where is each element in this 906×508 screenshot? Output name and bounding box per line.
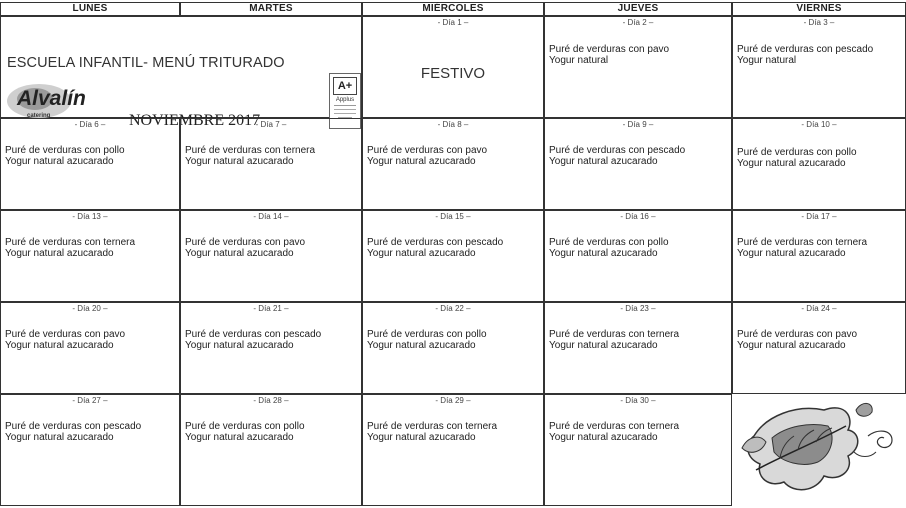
day-label: - Día 1 –: [437, 18, 469, 27]
day-cell: [362, 394, 544, 506]
dish-main: Puré de verduras con pollo: [737, 147, 857, 158]
logo-sub: catering: [27, 113, 51, 119]
day-label: - Día 29 –: [435, 396, 471, 405]
dish-dessert: Yogur natural azucarado: [367, 432, 476, 443]
dish-main: Puré de verduras con pescado: [185, 329, 322, 340]
day-label: - Día 2 –: [622, 18, 654, 27]
dish-main: Puré de verduras con ternera: [367, 421, 498, 432]
dish-dessert: Yogur natural azucarado: [185, 432, 294, 443]
dish-main: Puré de verduras con pollo: [549, 237, 669, 248]
header-jueves: JUEVES: [544, 2, 732, 16]
dish-main: Puré de verduras con pescado: [549, 145, 686, 156]
dish-dessert: Yogur natural azucarado: [737, 248, 846, 259]
day-cell: [0, 118, 180, 210]
dish-main: Puré de verduras con pescado: [737, 44, 874, 55]
dish-main: Puré de verduras con ternera: [5, 237, 136, 248]
dish-dessert: Yogur natural azucarado: [5, 432, 114, 443]
dish-main: Puré de verduras con pescado: [367, 237, 504, 248]
day-label: - Día 9 –: [622, 120, 654, 129]
dish-dessert: Yogur natural: [549, 55, 609, 66]
dish-main: Puré de verduras con pavo: [5, 329, 126, 340]
day-cell: [362, 210, 544, 302]
day-cell: [732, 16, 906, 118]
dish-main: Puré de verduras con pollo: [185, 421, 305, 432]
day-label: - Día 23 –: [620, 304, 656, 313]
day-label: - Día 3 –: [803, 18, 835, 27]
day-cell: [544, 394, 732, 506]
day-label: - Día 21 –: [253, 304, 289, 313]
header-lunes: LUNES: [0, 2, 180, 16]
dish-main: Puré de verduras con pollo: [5, 145, 125, 156]
dish-main: Puré de verduras con ternera: [549, 329, 680, 340]
dish-main: Puré de verduras con pavo: [185, 237, 306, 248]
day-cell: [362, 16, 544, 118]
day-label: - Día 13 –: [72, 212, 108, 221]
day-cell: [732, 302, 906, 394]
day-cell: [0, 210, 180, 302]
day-label: - Día 6 –: [74, 120, 106, 129]
dish-main: Puré de verduras con ternera: [737, 237, 868, 248]
day-label: - Día 10 –: [801, 120, 837, 129]
day-cell: [180, 118, 362, 210]
day-label: - Día 7 –: [255, 120, 287, 129]
dish-dessert: Yogur natural azucarado: [737, 340, 846, 351]
day-label: - Día 16 –: [620, 212, 656, 221]
day-label: - Día 17 –: [801, 212, 837, 221]
dish-main: Puré de verduras con pollo: [367, 329, 487, 340]
day-label: - Día 15 –: [435, 212, 471, 221]
dish-main: Puré de verduras con pescado: [5, 421, 142, 432]
day-cell: [544, 118, 732, 210]
day-label: - Día 30 –: [620, 396, 656, 405]
day-cell: [732, 210, 906, 302]
dish-dessert: Yogur natural azucarado: [5, 340, 114, 351]
day-cell: [732, 118, 906, 210]
dish-dessert: Yogur natural azucarado: [737, 158, 846, 169]
day-cell: [0, 302, 180, 394]
dish-dessert: Yogur natural azucarado: [185, 248, 294, 259]
badge-brand: Applus: [335, 97, 355, 103]
day-label: - Día 8 –: [437, 120, 469, 129]
dish-main: Puré de verduras con pavo: [549, 44, 670, 55]
festivo-label: FESTIVO: [420, 65, 486, 82]
day-cell: [362, 118, 544, 210]
dish-dessert: Yogur natural azucarado: [185, 156, 294, 167]
alvalin-logo: [5, 81, 117, 121]
day-cell: [544, 210, 732, 302]
day-cell: [362, 302, 544, 394]
dish-dessert: Yogur natural azucarado: [549, 156, 658, 167]
dish-dessert: Yogur natural: [737, 55, 797, 66]
dish-main: Puré de verduras con ternera: [185, 145, 316, 156]
dish-dessert: Yogur natural azucarado: [367, 156, 476, 167]
dish-main: Puré de verduras con pavo: [367, 145, 488, 156]
header-martes: MARTES: [180, 2, 362, 16]
day-cell: [180, 302, 362, 394]
day-label: - Día 20 –: [72, 304, 108, 313]
day-cell: [180, 394, 362, 506]
day-label: - Día 14 –: [253, 212, 289, 221]
day-cell: [180, 210, 362, 302]
dish-dessert: Yogur natural azucarado: [5, 156, 114, 167]
day-cell: [0, 394, 180, 506]
dish-dessert: Yogur natural azucarado: [549, 432, 658, 443]
dish-main: Puré de verduras con pavo: [737, 329, 858, 340]
leaf-illustration: [736, 396, 904, 504]
dish-dessert: Yogur natural azucarado: [549, 248, 658, 259]
day-cell: [544, 302, 732, 394]
day-label: - Día 24 –: [801, 304, 837, 313]
dish-dessert: Yogur natural azucarado: [549, 340, 658, 351]
dish-dessert: Yogur natural azucarado: [185, 340, 294, 351]
dish-dessert: Yogur natural azucarado: [367, 340, 476, 351]
menu-title: ESCUELA INFANTIL- MENÚ TRITURADO: [7, 55, 285, 71]
day-cell: [544, 16, 732, 118]
dish-dessert: Yogur natural azucarado: [367, 248, 476, 259]
logo-name: Alvalín: [17, 87, 86, 110]
badge-grade: A+: [333, 77, 357, 95]
day-label: - Día 27 –: [72, 396, 108, 405]
day-label: - Día 22 –: [435, 304, 471, 313]
header-viernes: VIERNES: [732, 2, 906, 16]
day-label: - Día 28 –: [253, 396, 289, 405]
header-miercoles: MIÉRCOLES: [362, 2, 544, 16]
dish-main: Puré de verduras con ternera: [549, 421, 680, 432]
menu-month: NOVIEMBRE 2017: [129, 112, 261, 129]
dish-dessert: Yogur natural azucarado: [5, 248, 114, 259]
